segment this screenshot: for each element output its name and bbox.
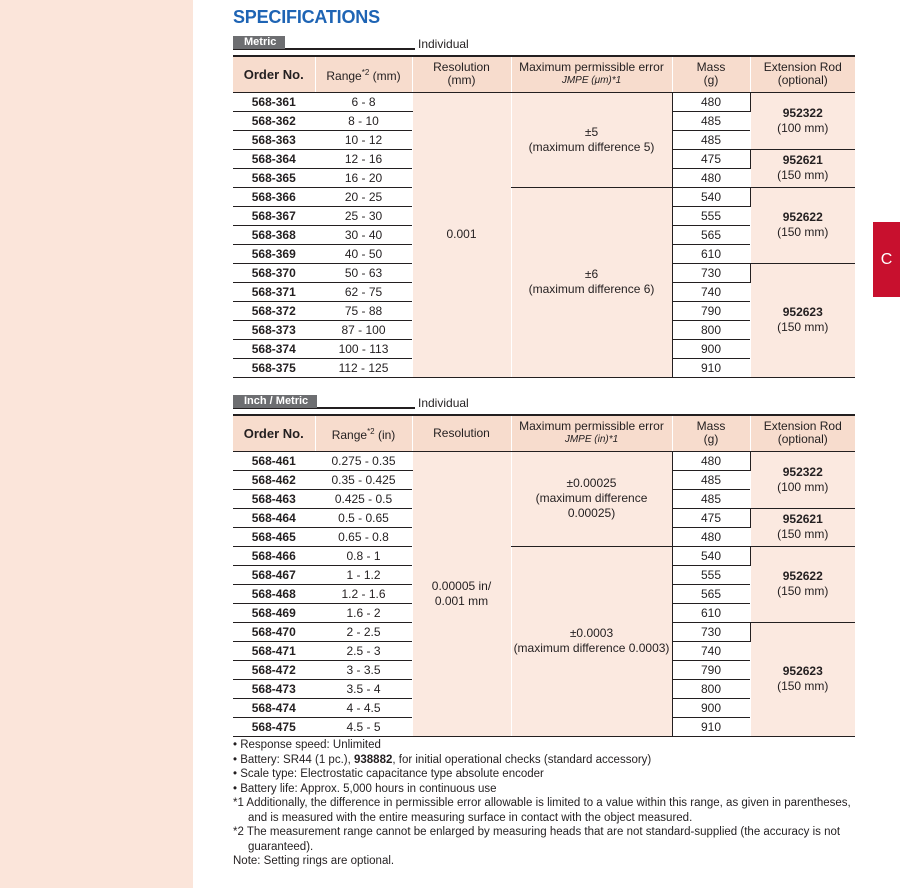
error-value: ±6 <box>584 267 599 281</box>
extension-rod-code: 952623 <box>782 664 823 678</box>
ext-header-2: (optional) <box>777 432 828 447</box>
error-header-2: JMPE (in)*1 <box>564 434 619 446</box>
range-cell: 2.5 - 3 <box>315 641 412 660</box>
mass-cell: 900 <box>672 339 750 358</box>
col-error <box>511 56 672 92</box>
extension-rod-code: 952322 <box>782 464 823 479</box>
extension-rod-code: 952621 <box>782 153 823 167</box>
order-no-cell: 568-468 <box>233 584 315 603</box>
range-cell: 50 - 63 <box>315 263 412 282</box>
range-cell: 3.5 - 4 <box>315 679 412 698</box>
note-footnote-1: *1 Additionally, the difference in permissible error allowable is limited to a value within this range, as given in parentheses, and is measured with the entire measuring surface in contact with the object measured. <box>233 797 851 824</box>
error-cell <box>511 187 672 377</box>
extension-rod-length: (100 mm) <box>777 120 829 135</box>
order-no-cell: 568-370 <box>233 263 315 282</box>
order-no-cell: 568-465 <box>233 527 315 546</box>
order-no-cell: 568-365 <box>233 168 315 187</box>
mass-cell: 790 <box>672 660 750 679</box>
page-title: SPECIFICATIONS <box>233 7 380 27</box>
range-cell: 12 - 16 <box>315 149 412 168</box>
range-cell: 0.275 - 0.35 <box>315 451 412 470</box>
range-cell: 4 - 4.5 <box>315 698 412 717</box>
mass-header-1: Mass <box>696 60 726 75</box>
range-cell: 3 - 3.5 <box>315 660 412 679</box>
extension-rod-cell <box>750 622 855 736</box>
range-cell: 40 - 50 <box>315 244 412 263</box>
inch-note: Individual <box>418 396 469 410</box>
mass-cell: 790 <box>672 301 750 320</box>
extension-rod-length: (150 mm) <box>777 527 829 541</box>
range-cell: 2 - 2.5 <box>315 622 412 641</box>
extension-rod-cell <box>750 263 855 377</box>
mass-cell: 910 <box>672 358 750 377</box>
mass-cell: 730 <box>672 622 750 641</box>
error-cell <box>511 451 672 546</box>
range-cell: 1.2 - 1.6 <box>315 584 412 603</box>
range-cell: 25 - 30 <box>315 206 412 225</box>
extension-rod-cell <box>750 92 855 149</box>
extension-rod-length: (150 mm) <box>777 320 829 334</box>
error-value: ±0.0003 <box>569 626 614 640</box>
order-no-cell: 568-375 <box>233 358 315 377</box>
range-cell: 4.5 - 5 <box>315 717 412 736</box>
mass-cell: 480 <box>672 92 750 111</box>
range-cell: 6 - 8 <box>315 92 412 111</box>
order-no-cell: 568-373 <box>233 320 315 339</box>
error-header-1: Maximum permissible error <box>519 60 664 75</box>
mass-header-1: Mass <box>696 419 726 434</box>
note-battery-life: • Battery life: Approx. 5,000 hours in continuous use <box>233 782 497 795</box>
ext-header-1: Extension Rod <box>763 60 842 75</box>
ext-header-1: Extension Rod <box>763 419 842 434</box>
mass-cell: 540 <box>672 187 750 206</box>
order-no-cell: 568-472 <box>233 660 315 679</box>
range-cell: 8 - 10 <box>315 111 412 130</box>
col-resolution <box>412 56 511 92</box>
col-error <box>511 415 672 451</box>
order-no-cell: 568-463 <box>233 489 315 508</box>
mass-cell: 485 <box>672 470 750 489</box>
order-no-cell: 568-462 <box>233 470 315 489</box>
order-no-cell: 568-368 <box>233 225 315 244</box>
mass-cell: 485 <box>672 130 750 149</box>
error-header-1: Maximum permissible error <box>519 419 664 434</box>
note-response-speed: • Response speed: Unlimited <box>233 739 381 751</box>
order-no-cell: 568-467 <box>233 565 315 584</box>
range-cell: 112 - 125 <box>315 358 412 377</box>
range-cell: 0.65 - 0.8 <box>315 527 412 546</box>
resolution-header-2: (mm) <box>447 73 476 88</box>
extension-rod-cell <box>750 508 855 546</box>
error-max-diff: (maximum difference 0.0003) <box>513 641 670 655</box>
left-margin-panel <box>0 0 193 888</box>
order-no-cell: 568-366 <box>233 187 315 206</box>
mass-cell: 800 <box>672 320 750 339</box>
order-no-cell: 568-362 <box>233 111 315 130</box>
note-battery-part-no: 938882 <box>354 753 393 766</box>
col-resolution: Resolution <box>412 415 511 451</box>
extension-rod-code: 952621 <box>782 512 823 526</box>
range-cell: 10 - 12 <box>315 130 412 149</box>
table-row <box>233 546 855 565</box>
range-cell: 100 - 113 <box>315 339 412 358</box>
error-cell <box>511 92 672 187</box>
note-battery-text-end: , for initial operational checks (standard accessory) <box>392 753 652 766</box>
mass-cell: 480 <box>672 168 750 187</box>
mass-cell: 610 <box>672 603 750 622</box>
mass-cell: 565 <box>672 225 750 244</box>
mass-cell: 475 <box>672 149 750 168</box>
range-cell: 0.35 - 0.425 <box>315 470 412 489</box>
mass-cell: 555 <box>672 565 750 584</box>
order-no-cell: 568-371 <box>233 282 315 301</box>
resolution-line-2: 0.001 mm <box>434 593 489 608</box>
mass-cell: 900 <box>672 698 750 717</box>
inch-section-header <box>233 395 533 409</box>
extension-rod-code: 952623 <box>782 305 823 319</box>
mass-cell: 740 <box>672 282 750 301</box>
error-max-diff: (maximum difference 0.00025) <box>535 491 648 520</box>
order-no-cell: 568-461 <box>233 451 315 470</box>
range-cell: 62 - 75 <box>315 282 412 301</box>
mass-cell: 800 <box>672 679 750 698</box>
range-cell: 0.5 - 0.65 <box>315 508 412 527</box>
order-no-cell: 568-474 <box>233 698 315 717</box>
range-cell: 20 - 25 <box>315 187 412 206</box>
error-max-diff: (maximum difference 6) <box>528 282 655 296</box>
note-footnote-2: *2 The measurement range cannot be enlarged by measuring heads that are not standard-supplied (the accuracy is not guaranteed). <box>233 826 841 853</box>
order-no-cell: 568-464 <box>233 508 315 527</box>
range-cell: 16 - 20 <box>315 168 412 187</box>
extension-rod-length: (150 mm) <box>777 168 829 182</box>
mass-cell: 485 <box>672 111 750 130</box>
metric-spec-table <box>233 55 855 378</box>
order-no-cell: 568-367 <box>233 206 315 225</box>
mass-cell: 740 <box>672 641 750 660</box>
range-header-text: Range$^{*2}$ (mm) <box>326 67 401 83</box>
order-no-cell: 568-475 <box>233 717 315 736</box>
range-header-text: Range$^{*2}$ (in) <box>331 426 396 442</box>
extension-rod-length: (150 mm) <box>777 584 829 598</box>
metric-note: Individual <box>418 37 469 51</box>
extension-rod-cell <box>750 546 855 622</box>
mass-header-2: (g) <box>703 432 719 447</box>
range-cell: 1.6 - 2 <box>315 603 412 622</box>
order-no-cell: 568-361 <box>233 92 315 111</box>
note-battery-text: • Battery: SR44 (1 pc.), <box>233 753 354 766</box>
note-battery <box>233 753 855 768</box>
table-row <box>233 451 855 470</box>
col-mass <box>672 415 750 451</box>
mass-cell: 730 <box>672 263 750 282</box>
metric-section-header <box>233 36 533 50</box>
extension-rod-cell <box>750 187 855 263</box>
note-scale-type: • Scale type: Electrostatic capacitance type absolute encoder <box>233 768 544 780</box>
error-value: ±5 <box>584 124 599 139</box>
mass-cell: 555 <box>672 206 750 225</box>
range-cell: 75 - 88 <box>315 301 412 320</box>
footnotes <box>233 738 855 869</box>
col-range <box>315 56 412 92</box>
mass-cell: 565 <box>672 584 750 603</box>
extension-rod-code: 952622 <box>782 210 823 224</box>
col-extension-rod <box>750 56 855 92</box>
range-cell: 0.425 - 0.5 <box>315 489 412 508</box>
inch-tag: Inch / Metric <box>233 395 317 408</box>
col-extension-rod <box>750 415 855 451</box>
order-no-cell: 568-466 <box>233 546 315 565</box>
range-cell: 1 - 1.2 <box>315 565 412 584</box>
order-no-cell: 568-363 <box>233 130 315 149</box>
extension-rod-length: (150 mm) <box>777 225 829 239</box>
error-max-diff: (maximum difference 5) <box>528 139 655 154</box>
mass-cell: 475 <box>672 508 750 527</box>
extension-rod-length: (150 mm) <box>777 679 829 693</box>
error-header-2: JMPE (μm)*1 <box>561 75 622 87</box>
col-order-no: Order No. <box>233 56 315 92</box>
order-no-cell: 568-372 <box>233 301 315 320</box>
resolution-line-1: 0.00005 in/ <box>431 578 492 593</box>
order-no-cell: 568-364 <box>233 149 315 168</box>
order-no-cell: 568-471 <box>233 641 315 660</box>
mass-cell: 480 <box>672 527 750 546</box>
col-mass <box>672 56 750 92</box>
order-no-cell: 568-369 <box>233 244 315 263</box>
range-cell: 87 - 100 <box>315 320 412 339</box>
mass-cell: 610 <box>672 244 750 263</box>
mass-cell: 910 <box>672 717 750 736</box>
mass-cell: 480 <box>672 451 750 470</box>
section-tab-c[interactable]: C <box>873 222 900 297</box>
ext-header-2: (optional) <box>777 73 828 88</box>
resolution-cell <box>412 451 511 736</box>
col-order-no: Order No. <box>233 415 315 451</box>
mass-header-2: (g) <box>703 73 719 88</box>
order-no-cell: 568-473 <box>233 679 315 698</box>
resolution-cell: 0.001 <box>412 92 511 377</box>
range-cell: 0.8 - 1 <box>315 546 412 565</box>
table-row <box>233 92 855 111</box>
extension-rod-code: 952322 <box>782 105 823 120</box>
extension-rod-length: (100 mm) <box>777 479 829 494</box>
mass-cell: 540 <box>672 546 750 565</box>
extension-rod-cell <box>750 451 855 508</box>
order-no-cell: 568-470 <box>233 622 315 641</box>
order-no-cell: 568-469 <box>233 603 315 622</box>
resolution-header-1: Resolution <box>433 60 490 75</box>
extension-rod-cell <box>750 149 855 187</box>
note-setting-rings: Note: Setting rings are optional. <box>233 855 395 867</box>
metric-tag: Metric <box>233 36 285 49</box>
extension-rod-code: 952622 <box>782 569 823 583</box>
error-cell <box>511 546 672 736</box>
mass-cell: 485 <box>672 489 750 508</box>
error-value: ±0.00025 <box>566 476 617 490</box>
col-range <box>315 415 412 451</box>
inch-spec-table <box>233 414 855 737</box>
order-no-cell: 568-374 <box>233 339 315 358</box>
range-cell: 30 - 40 <box>315 225 412 244</box>
table-row <box>233 187 855 206</box>
